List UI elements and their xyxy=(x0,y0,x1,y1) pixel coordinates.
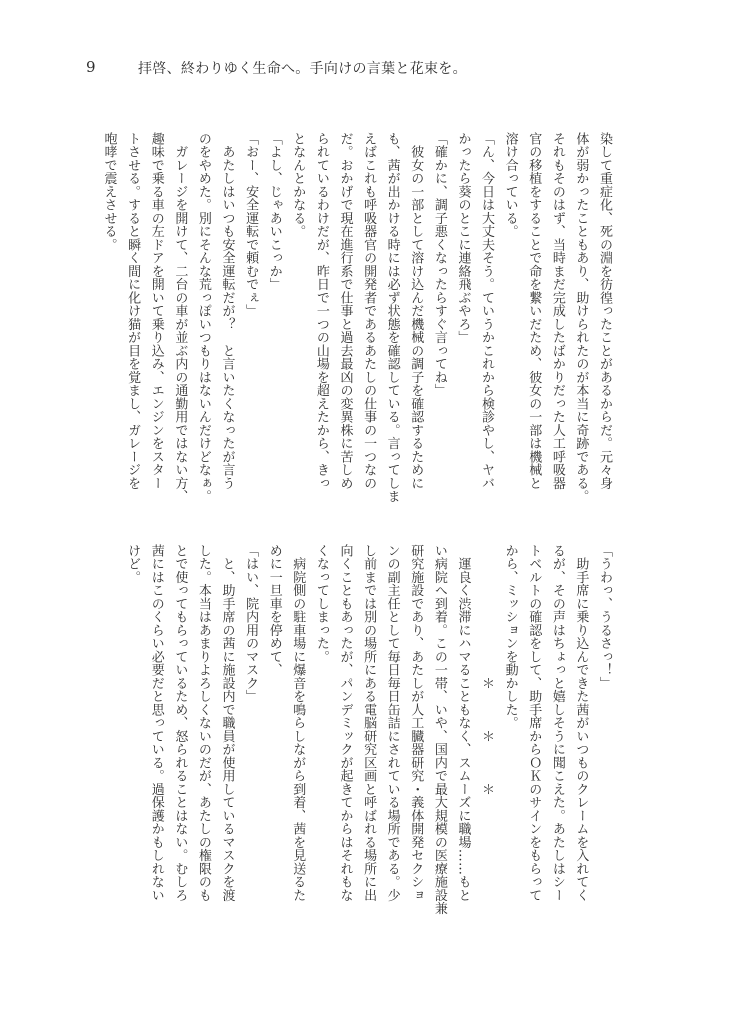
text-line: 「ん、今日は大丈夫そう。ていうかこれから検診やし、ヤバ xyxy=(479,132,495,490)
text-line: 「確かに、調子悪くなったらすぐ言ってね」 xyxy=(431,132,447,397)
text-line: えばこれも呼吸器官の開発者であるあたしの仕事の一つなの xyxy=(361,132,377,490)
text-line: のをやめた。別にそんな荒っぽいつもりはないんだけどなぁ。 xyxy=(195,132,211,503)
text-line: トベルトの確認をして、助手席からＯＫのサインをもらって xyxy=(526,544,542,902)
text-line: 研究施設であり、あたしが人工臓器研究・義体開発セクショ xyxy=(408,544,424,902)
text-line: 向くこともあったが、パンデミックが起きてからはそれもな xyxy=(337,544,353,902)
text-line: し前までは別の場所にある電脳研究区画と呼ばれる場所に出 xyxy=(361,544,377,902)
text-line: 病院側の駐車場に爆音を鳴らしながら到着、茜を見送るた xyxy=(290,544,306,902)
text-line: 染して重症化、死の淵を彷徨ったことがあるからだ。元々身 xyxy=(597,132,612,490)
text-line: い病院へ到着。この一帯、いや、国内で最大規模の医療施設兼 xyxy=(431,544,447,915)
text-line: 「うわっ、うるさっ！」 xyxy=(597,544,612,690)
text-line: も、茜が出かける時には必ず状態を確認している。言ってしま xyxy=(384,132,400,503)
text-line: くなってしまった。 xyxy=(313,544,329,664)
text-line: 運良く渋滞にハマることもなく、スムーズに職場……もと xyxy=(455,544,471,902)
text-line: けど。 xyxy=(125,544,141,584)
text-line: とで使ってもらっているため、怒られることはない。むしろ xyxy=(172,544,188,902)
text-line: トさせる。すると瞬く間に化け猫が目を覚まし、ガレージを xyxy=(125,132,141,490)
text-line: 趣味で乗る車の左ドアを開いて乗り込み、エンジンをスター xyxy=(148,132,164,490)
text-line: 茜にはこのくらい必要だと思っている。過保護かもしれない xyxy=(148,544,164,902)
text-line: した。本当はあまりよろしくないのだが、あたしの権限のも xyxy=(195,544,211,902)
section-break: ＊ ＊ ＊ xyxy=(479,544,495,796)
text-line: 彼女の一部として溶け込んだ機械の調子を確認するために xyxy=(408,132,424,490)
text-line: ガレージを開けて、二台の車が並ぶ内の通勤用ではない方、 xyxy=(172,132,188,503)
text-line: るが、その声はちょっと嬉しそうに聞こえた。あたしはシー xyxy=(549,544,565,902)
page-number: 9 xyxy=(86,58,96,76)
text-line: 「よし、じゃあいこっか」 xyxy=(266,132,282,291)
text-line: られているわけだが、昨日で一つの山場を超えたから、きっ xyxy=(313,132,329,490)
text-line: めに一旦車を停めて、 xyxy=(266,544,282,677)
upper-text-block xyxy=(97,132,616,512)
text-line: 「おー、安全運転で頼むでぇ」 xyxy=(243,132,259,318)
text-line: 助手席に乗り込んできた茜がいつものクレームを入れてく xyxy=(573,544,589,902)
text-line: あたしはいつも安全運転だが？ と言いたくなったが言う xyxy=(219,132,235,490)
text-line: だ。おかげで現在進行系で仕事と過去最凶の変異株に苦しめ xyxy=(337,132,353,490)
running-title: 拝啓、終わりゆく生命へ。手向けの言葉と花束を。 xyxy=(138,61,467,77)
text-line: 「はい、院内用のマスク」 xyxy=(243,544,259,703)
text-line: 官の移植をすることで命を繋いだため、彼女の一部は機械と xyxy=(526,132,542,490)
text-line: となんとかなる。 xyxy=(290,132,306,238)
text-line: 溶け合っている。 xyxy=(502,132,518,238)
text-line: それもそのはず、当時まだ完成したばかりだった人工呼吸器 xyxy=(549,132,565,490)
text-line: から、ミッションを動かした。 xyxy=(502,544,518,730)
lower-text-block xyxy=(121,544,616,924)
text-line: ンの副主任として毎日毎日缶詰にされている場所である。少 xyxy=(384,544,400,902)
text-line: かったら葵のとこに連絡飛ぶやろ」 xyxy=(455,132,471,344)
text-line: 体が弱かったこともあり、助けられたのが本当に奇跡である。 xyxy=(573,132,589,503)
text-line: 咆哮で震えさせる。 xyxy=(101,132,117,252)
text-line: と、助手席の茜に施設内で職員が使用しているマスクを渡 xyxy=(219,544,235,902)
